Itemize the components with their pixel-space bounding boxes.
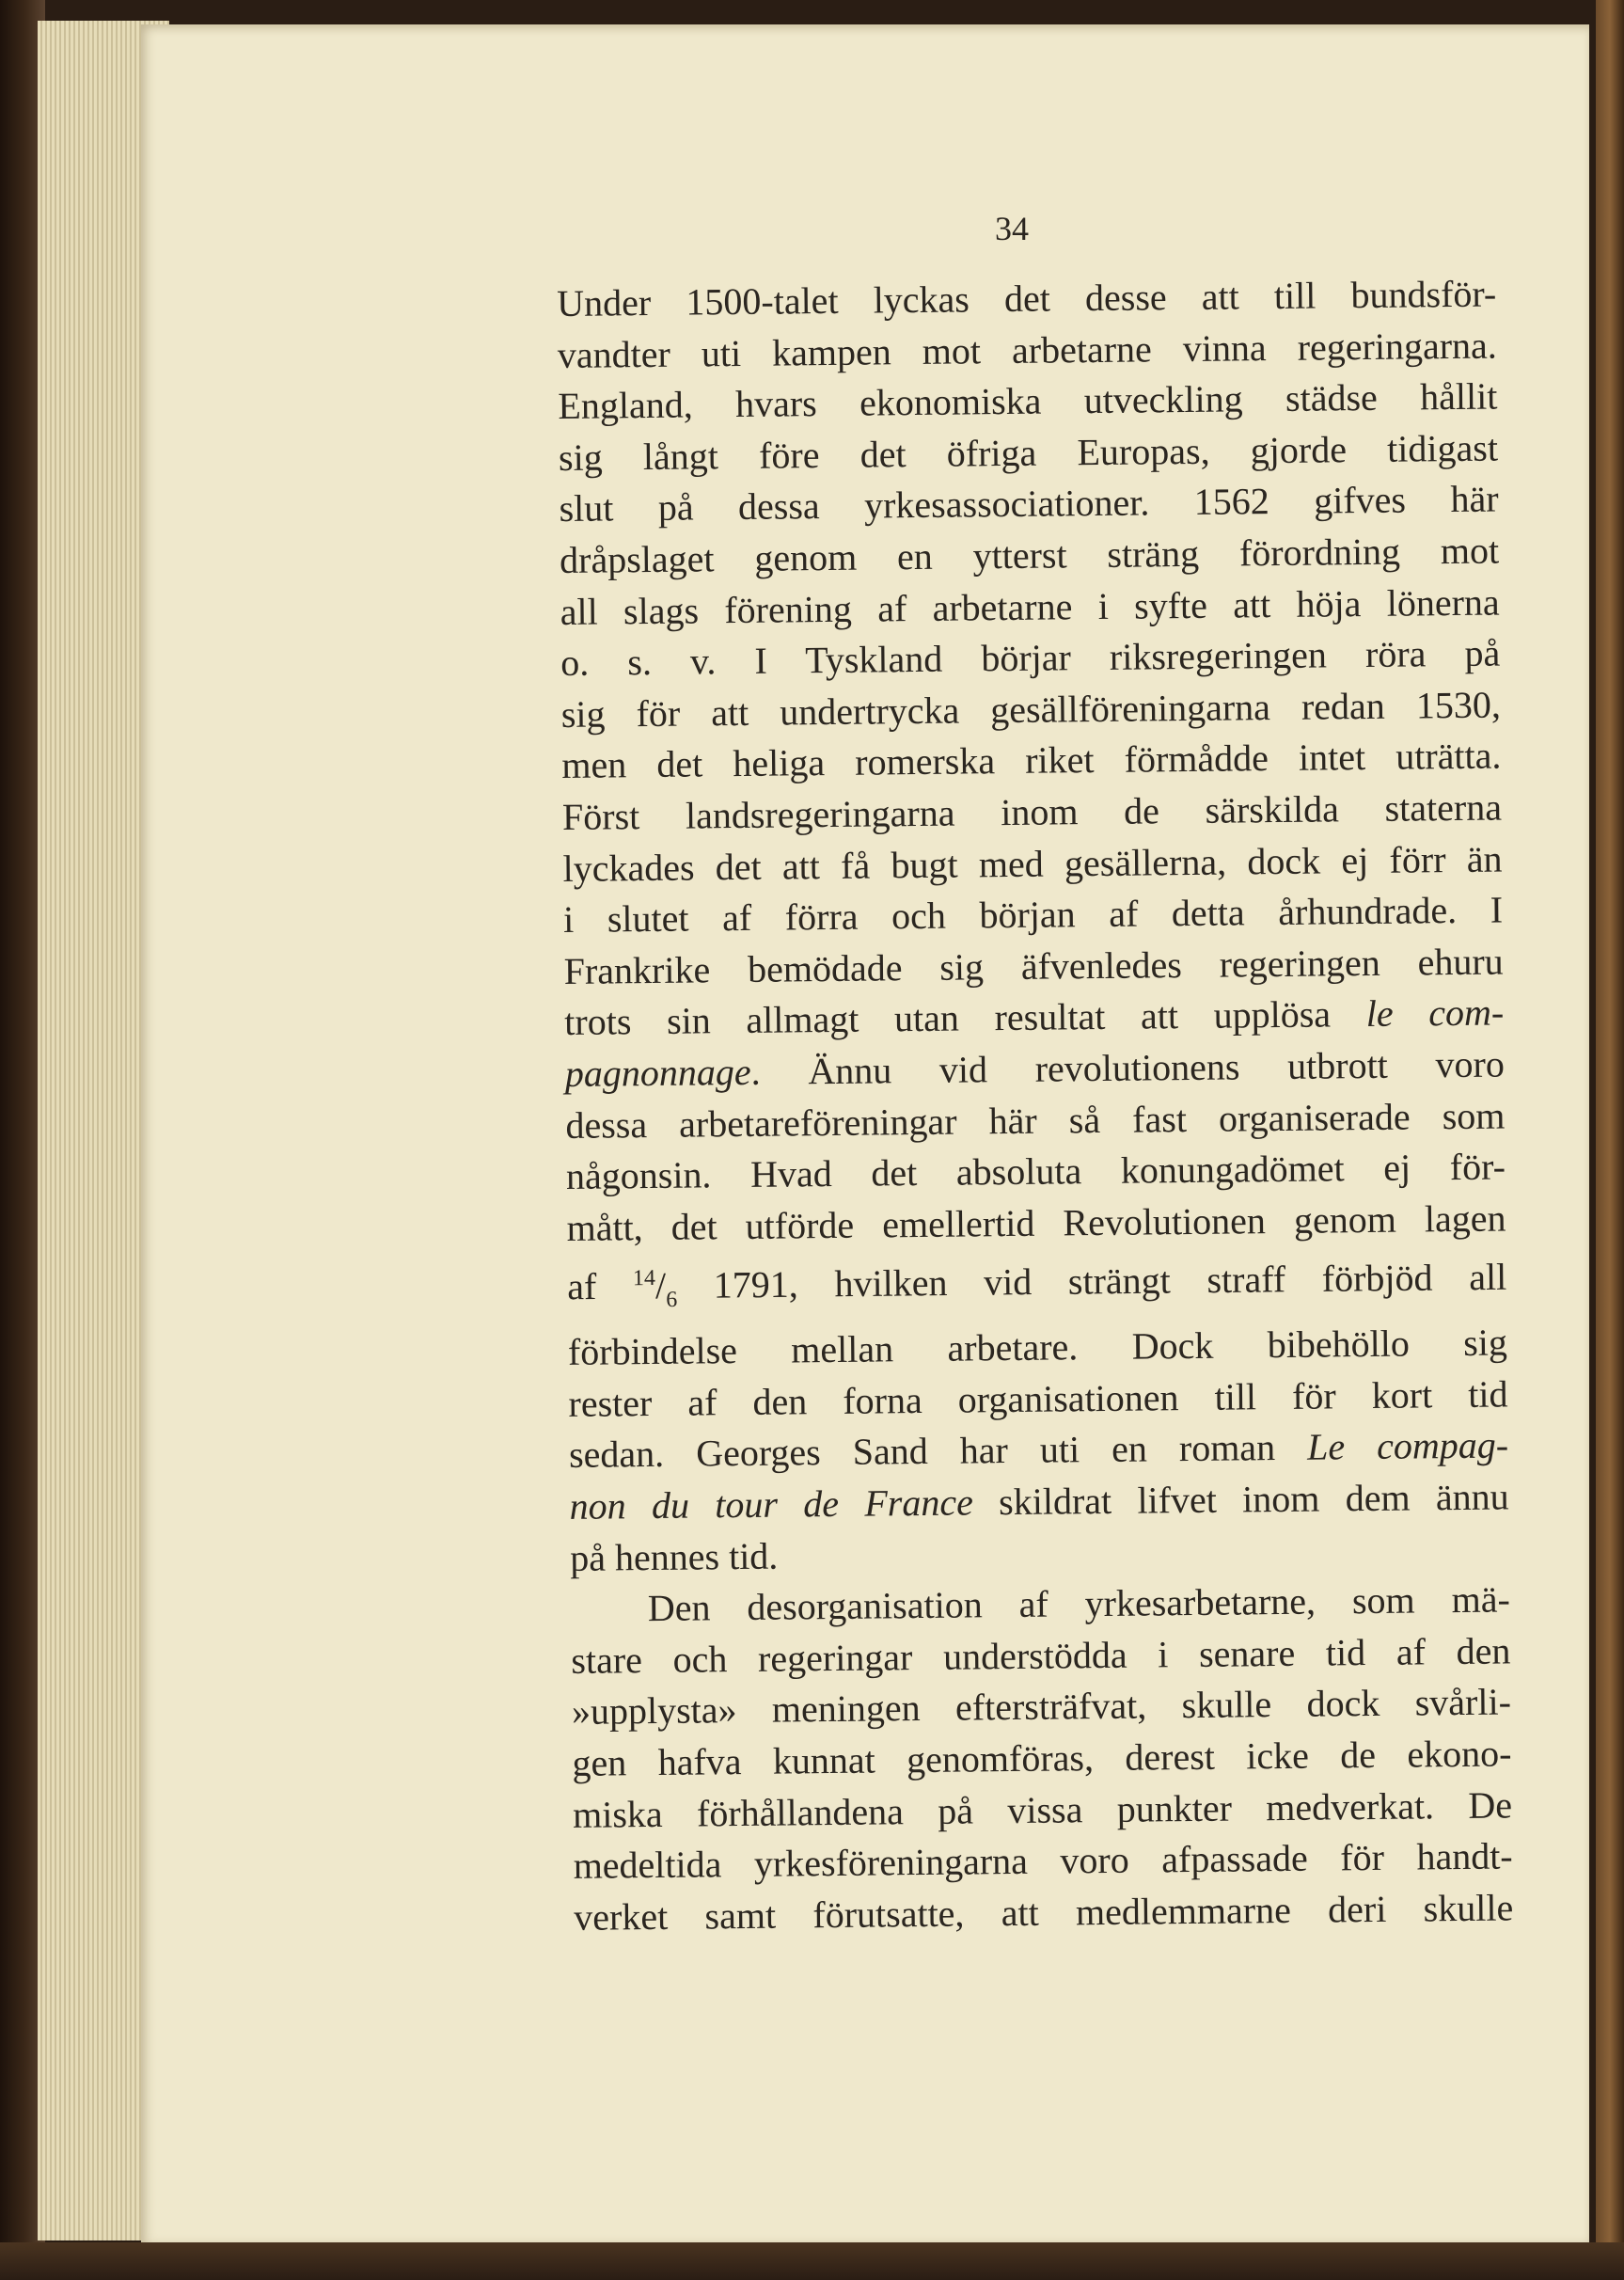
text-line: »upplysta» meningen eftersträfvat, skulle dock svårli-	[571, 1680, 1512, 1734]
text-line: mått, det utförde emellertid Revolutionen genom lagen	[566, 1196, 1506, 1249]
date-slash: /	[654, 1264, 667, 1307]
text-run: af	[566, 1264, 634, 1308]
text-line: i slutet af förra och början af detta århundrade. I	[562, 888, 1504, 942]
text-line: lyckades det att få bugt med gesällerna, dock ej förr än	[562, 837, 1503, 890]
text-line: stare och regeringar understödda i senare tid af den	[571, 1629, 1511, 1682]
text-line: dråpslaget genom en ytterst sträng förordning mot	[559, 529, 1500, 581]
text-run: trots sin allmagt utan resultat att upplösa	[564, 992, 1366, 1044]
body-text	[557, 269, 1513, 1944]
text-line: vandter uti kampen mot arbetarne vinna regeringarna.	[557, 324, 1498, 376]
italic-term: le com-	[1365, 990, 1505, 1036]
text-line: slut på dessa yrkesassociationer. 1562 gifves här	[559, 477, 1499, 530]
text-line: miska förhållandena på vissa punkter medverkat. De	[572, 1782, 1513, 1836]
text-line: sig långt före det öfriga Europas, gjorde tidigast	[558, 426, 1499, 479]
text-line	[569, 1471, 1509, 1532]
text-run: . Ännu vid revolutionens utbrott voro	[750, 1042, 1506, 1093]
text-line: men det heliga romerska riket förmådde intet uträtta.	[561, 734, 1502, 787]
text-run: 1791, hvilken vid strängt straff förbjöd all	[676, 1256, 1507, 1307]
text-line: dessa arbetareföreningar här så fast organiserade som	[565, 1093, 1506, 1147]
text-line: Frankrike bemödade sig äfvenledes regeringen ehuru	[563, 940, 1504, 992]
text-line: England, hvars ekonomiska utveckling städse hållit	[558, 374, 1498, 428]
italic-title: Le compag-	[1306, 1423, 1509, 1469]
text-line: någonsin. Hvad det absoluta konungadömet ej för-	[565, 1145, 1506, 1198]
text-run: skildrat lifvet inom dem ännu	[972, 1475, 1509, 1524]
text-line: förbindelse mellan arbetare. Dock bibehöllo sig	[567, 1321, 1508, 1374]
italic-title: non du tour de France	[569, 1480, 974, 1528]
date-numerator: 14	[632, 1266, 656, 1291]
text-line: Under 1500-talet lyckas det desse att till bundsför-	[557, 272, 1497, 325]
text-line: rester af den forna organisationen till för kort tid	[568, 1372, 1508, 1425]
book-cover-right	[1596, 0, 1624, 2280]
text-run: sedan. Georges Sand har uti en roman	[568, 1426, 1308, 1477]
text-line: medeltida yrkesföreningarna voro afpassade för handt-	[573, 1834, 1513, 1888]
text-line: verket samt förutsatte, att medlemmarne deri skulle	[574, 1886, 1514, 1939]
book-cover-bottom	[0, 2242, 1624, 2280]
text-line: gen hafva kunnat genomföras, derest icke de ekono-	[572, 1732, 1512, 1784]
text-line	[567, 1244, 1507, 1327]
text-line: Först landsregeringarna inom de särskilda staterna	[561, 785, 1503, 838]
text-line: all slags förening af arbetarne i syfte att höja lönerna	[560, 580, 1500, 633]
text-line: Den desorganisation af yrkesarbetarne, som mä-	[647, 1577, 1510, 1630]
page-number: 34	[995, 210, 1029, 247]
text-line: sig för att undertrycka gesällföreningarna redan 1530,	[560, 683, 1502, 736]
date-denominator: 6	[666, 1288, 678, 1313]
text-line	[565, 1038, 1506, 1100]
italic-term: pagnonnage	[564, 1050, 751, 1095]
text-line: på hennes tid.	[570, 1534, 779, 1579]
text-line: o. s. v. I Tyskland börjar riksregeringen röra på	[560, 631, 1501, 685]
